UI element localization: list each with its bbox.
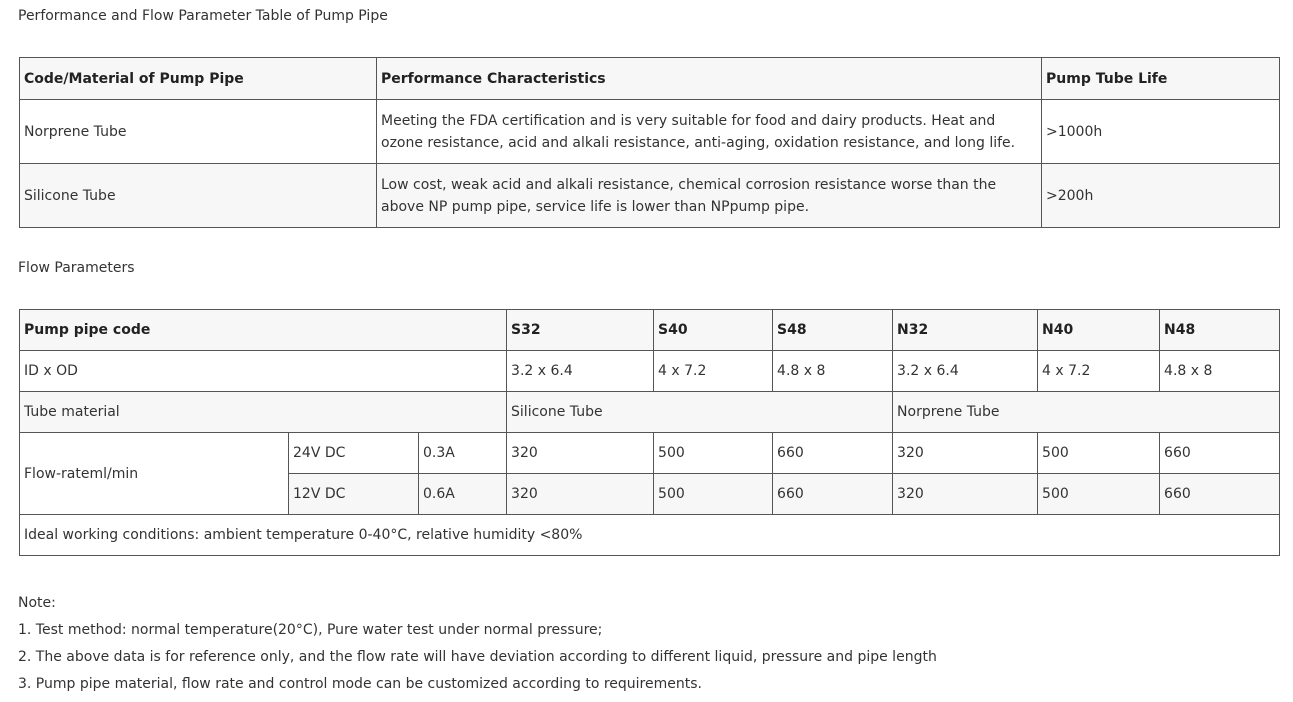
id-od-cell: 3.2 x 6.4	[507, 351, 654, 392]
id-od-cell: 4 x 7.2	[1038, 351, 1160, 392]
header-material: Code/Material of Pump Pipe	[20, 58, 377, 100]
flow-value-cell: 660	[773, 433, 893, 474]
header-characteristics: Performance Characteristics	[377, 58, 1042, 100]
id-od-cell: 3.2 x 6.4	[893, 351, 1038, 392]
code-cell: N32	[893, 310, 1038, 351]
flow-value-cell: 500	[1038, 433, 1160, 474]
note-item: 1. Test method: normal temperature(20°C), Pure water test under normal pressure;	[18, 622, 603, 638]
material-cell: Norprene Tube	[20, 100, 377, 164]
tube-material-label: Tube material	[20, 392, 507, 433]
table-row	[20, 392, 1280, 433]
tube-material-cell: Norprene Tube	[893, 392, 1280, 433]
id-od-cell: 4.8 x 8	[1160, 351, 1280, 392]
note-item: 2. The above data is for reference only, and the flow rate will have deviation according to different liquid, pressure and pipe length	[18, 649, 937, 665]
material-cell: Silicone Tube	[20, 164, 377, 228]
table-row	[20, 351, 1280, 392]
voltage-cell: 24V DC	[289, 433, 419, 474]
id-od-cell: 4.8 x 8	[773, 351, 893, 392]
flow-value-cell: 660	[1160, 433, 1280, 474]
flow-value-cell: 500	[1038, 474, 1160, 515]
flow-value-cell: 500	[654, 433, 773, 474]
tube-life-cell: >200h	[1042, 164, 1280, 228]
flow-value-cell: 320	[893, 474, 1038, 515]
code-cell: S32	[507, 310, 654, 351]
flow-value-cell: 500	[654, 474, 773, 515]
notes-heading: Note:	[18, 595, 56, 611]
flow-value-cell: 660	[773, 474, 893, 515]
table-row	[20, 515, 1280, 556]
header-pump-pipe-code: Pump pipe code	[20, 310, 507, 351]
id-od-label: ID x OD	[20, 351, 507, 392]
performance-table	[19, 57, 1280, 228]
notes-section	[18, 590, 937, 698]
code-cell: S48	[773, 310, 893, 351]
note-item: 3. Pump pipe material, flow rate and control mode can be customized according to requirements.	[18, 676, 702, 692]
characteristics-cell: Low cost, weak acid and alkali resistance, chemical corrosion resistance worse than the above NP pump pipe, service life is lower than NPpump pipe.	[377, 164, 1042, 228]
table-row	[20, 164, 1280, 228]
flow-value-cell: 320	[507, 433, 654, 474]
tube-material-cell: Silicone Tube	[507, 392, 893, 433]
current-cell: 0.3A	[419, 433, 507, 474]
flow-value-cell: 660	[1160, 474, 1280, 515]
code-cell: N48	[1160, 310, 1280, 351]
id-od-cell: 4 x 7.2	[654, 351, 773, 392]
voltage-cell: 12V DC	[289, 474, 419, 515]
table-row	[20, 433, 1280, 474]
flow-header-row	[20, 310, 1280, 351]
flow-parameters-title: Flow Parameters	[18, 260, 135, 276]
characteristics-cell: Meeting the FDA certification and is very suitable for food and dairy products. Heat and ozone resistance, acid and alkali resistance, anti-aging, oxidation resistance, and long life.	[377, 100, 1042, 164]
working-conditions-cell: Ideal working conditions: ambient temperature 0-40°C, relative humidity <80%	[20, 515, 1280, 556]
header-tube-life: Pump Tube Life	[1042, 58, 1280, 100]
table-row	[20, 100, 1280, 164]
performance-table-title: Performance and Flow Parameter Table of Pump Pipe	[18, 8, 388, 24]
current-cell: 0.6A	[419, 474, 507, 515]
flow-value-cell: 320	[507, 474, 654, 515]
code-cell: S40	[654, 310, 773, 351]
code-cell: N40	[1038, 310, 1160, 351]
flow-rate-label: Flow-rateml/min	[20, 433, 289, 515]
tube-life-cell: >1000h	[1042, 100, 1280, 164]
flow-value-cell: 320	[893, 433, 1038, 474]
flow-parameters-table	[19, 309, 1280, 556]
performance-header-row	[20, 58, 1280, 100]
